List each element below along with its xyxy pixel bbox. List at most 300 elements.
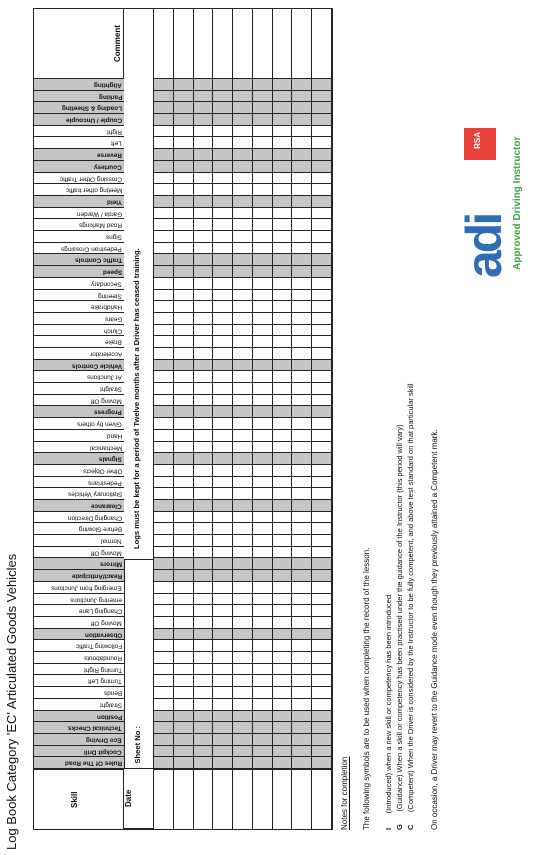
log-cell[interactable] (292, 746, 312, 758)
comment-cell[interactable] (292, 9, 312, 79)
log-cell[interactable] (312, 91, 332, 103)
log-cell[interactable] (194, 675, 214, 687)
log-cell[interactable] (233, 418, 253, 430)
log-cell[interactable] (253, 442, 273, 454)
log-cell[interactable] (292, 254, 312, 266)
log-cell[interactable] (253, 535, 273, 547)
log-cell[interactable] (213, 722, 233, 734)
log-cell[interactable] (273, 605, 293, 617)
log-cell[interactable] (174, 675, 194, 687)
log-cell[interactable] (233, 348, 253, 360)
log-cell[interactable] (292, 336, 312, 348)
log-cell[interactable] (213, 512, 233, 524)
log-cell[interactable] (233, 184, 253, 196)
log-cell[interactable] (213, 558, 233, 570)
log-cell[interactable] (194, 594, 214, 606)
log-cell[interactable] (292, 161, 312, 173)
log-cell[interactable] (213, 442, 233, 454)
log-cell[interactable] (194, 757, 214, 769)
log-cell[interactable] (213, 465, 233, 477)
log-cell[interactable] (292, 149, 312, 161)
log-cell[interactable] (174, 360, 194, 372)
comment-cell[interactable] (194, 9, 214, 79)
log-cell[interactable] (292, 629, 312, 641)
log-cell[interactable] (174, 126, 194, 138)
log-cell[interactable] (273, 196, 293, 208)
log-cell[interactable] (292, 605, 312, 617)
log-cell[interactable] (312, 699, 332, 711)
log-cell[interactable] (213, 687, 233, 699)
log-cell[interactable] (233, 488, 253, 500)
log-cell[interactable] (292, 266, 312, 278)
log-cell[interactable] (312, 336, 332, 348)
log-cell[interactable] (213, 219, 233, 231)
log-cell[interactable] (213, 208, 233, 220)
log-cell[interactable] (174, 430, 194, 442)
log-cell[interactable] (233, 570, 253, 582)
log-cell[interactable] (213, 406, 233, 418)
log-cell[interactable] (194, 313, 214, 325)
log-cell[interactable] (174, 722, 194, 734)
date-cell[interactable] (312, 769, 332, 829)
log-cell[interactable] (154, 231, 174, 243)
log-cell[interactable] (312, 640, 332, 652)
log-cell[interactable] (292, 722, 312, 734)
log-cell[interactable] (174, 687, 194, 699)
log-cell[interactable] (292, 558, 312, 570)
log-cell[interactable] (194, 161, 214, 173)
log-cell[interactable] (292, 290, 312, 302)
log-cell[interactable] (312, 652, 332, 664)
log-cell[interactable] (233, 336, 253, 348)
log-cell[interactable] (194, 231, 214, 243)
log-cell[interactable] (253, 664, 273, 676)
log-cell[interactable] (273, 430, 293, 442)
log-cell[interactable] (292, 91, 312, 103)
log-cell[interactable] (154, 137, 174, 149)
date-cell[interactable] (292, 769, 312, 829)
log-cell[interactable] (273, 746, 293, 758)
log-cell[interactable] (233, 453, 253, 465)
log-cell[interactable] (174, 605, 194, 617)
log-cell[interactable] (174, 184, 194, 196)
log-cell[interactable] (292, 512, 312, 524)
log-cell[interactable] (312, 500, 332, 512)
log-cell[interactable] (273, 453, 293, 465)
log-cell[interactable] (233, 746, 253, 758)
log-cell[interactable] (273, 254, 293, 266)
log-cell[interactable] (213, 488, 233, 500)
log-cell[interactable] (253, 290, 273, 302)
log-cell[interactable] (174, 91, 194, 103)
log-cell[interactable] (273, 313, 293, 325)
log-cell[interactable] (233, 313, 253, 325)
log-cell[interactable] (312, 184, 332, 196)
log-cell[interactable] (233, 254, 253, 266)
log-cell[interactable] (292, 301, 312, 313)
log-cell[interactable] (312, 173, 332, 185)
log-cell[interactable] (174, 558, 194, 570)
log-cell[interactable] (233, 278, 253, 290)
log-cell[interactable] (253, 465, 273, 477)
log-cell[interactable] (174, 757, 194, 769)
log-cell[interactable] (233, 465, 253, 477)
log-cell[interactable] (174, 161, 194, 173)
log-cell[interactable] (312, 453, 332, 465)
log-cell[interactable] (273, 570, 293, 582)
log-cell[interactable] (194, 348, 214, 360)
log-cell[interactable] (154, 243, 174, 255)
log-cell[interactable] (312, 325, 332, 337)
log-cell[interactable] (154, 664, 174, 676)
log-cell[interactable] (292, 523, 312, 535)
log-cell[interactable] (273, 231, 293, 243)
log-cell[interactable] (213, 149, 233, 161)
log-cell[interactable] (194, 465, 214, 477)
log-cell[interactable] (213, 102, 233, 114)
date-cell[interactable] (174, 769, 194, 829)
log-cell[interactable] (233, 208, 253, 220)
log-cell[interactable] (194, 266, 214, 278)
log-cell[interactable] (213, 418, 233, 430)
log-cell[interactable] (213, 675, 233, 687)
log-cell[interactable] (273, 184, 293, 196)
log-cell[interactable] (213, 500, 233, 512)
log-cell[interactable] (233, 383, 253, 395)
log-cell[interactable] (273, 664, 293, 676)
log-cell[interactable] (253, 184, 273, 196)
log-cell[interactable] (233, 102, 253, 114)
log-cell[interactable] (174, 254, 194, 266)
log-cell[interactable] (194, 360, 214, 372)
log-cell[interactable] (292, 371, 312, 383)
log-cell[interactable] (273, 208, 293, 220)
log-cell[interactable] (233, 360, 253, 372)
log-cell[interactable] (213, 301, 233, 313)
comment-cell[interactable] (233, 9, 253, 79)
log-cell[interactable] (174, 582, 194, 594)
log-cell[interactable] (174, 535, 194, 547)
log-cell[interactable] (233, 137, 253, 149)
log-cell[interactable] (213, 360, 233, 372)
log-cell[interactable] (154, 184, 174, 196)
log-cell[interactable] (253, 278, 273, 290)
log-cell[interactable] (194, 687, 214, 699)
log-cell[interactable] (253, 126, 273, 138)
log-cell[interactable] (174, 137, 194, 149)
log-cell[interactable] (273, 360, 293, 372)
log-cell[interactable] (154, 418, 174, 430)
log-cell[interactable] (213, 570, 233, 582)
log-cell[interactable] (312, 301, 332, 313)
log-cell[interactable] (292, 102, 312, 114)
log-cell[interactable] (213, 664, 233, 676)
log-cell[interactable] (273, 442, 293, 454)
log-cell[interactable] (273, 219, 293, 231)
log-cell[interactable] (312, 582, 332, 594)
log-cell[interactable] (312, 102, 332, 114)
log-cell[interactable] (154, 430, 174, 442)
log-cell[interactable] (292, 488, 312, 500)
log-cell[interactable] (154, 675, 174, 687)
log-cell[interactable] (194, 219, 214, 231)
log-cell[interactable] (273, 477, 293, 489)
log-cell[interactable] (292, 325, 312, 337)
log-cell[interactable] (312, 675, 332, 687)
log-cell[interactable] (213, 231, 233, 243)
log-cell[interactable] (312, 629, 332, 641)
log-cell[interactable] (154, 558, 174, 570)
log-cell[interactable] (273, 290, 293, 302)
log-cell[interactable] (292, 360, 312, 372)
log-cell[interactable] (174, 173, 194, 185)
log-cell[interactable] (233, 734, 253, 746)
log-cell[interactable] (312, 196, 332, 208)
log-cell[interactable] (194, 711, 214, 723)
log-cell[interactable] (154, 699, 174, 711)
log-cell[interactable] (213, 254, 233, 266)
log-cell[interactable] (253, 547, 273, 559)
log-cell[interactable] (253, 137, 273, 149)
log-cell[interactable] (154, 711, 174, 723)
log-cell[interactable] (273, 149, 293, 161)
log-cell[interactable] (213, 629, 233, 641)
log-cell[interactable] (253, 488, 273, 500)
log-cell[interactable] (154, 605, 174, 617)
log-cell[interactable] (154, 371, 174, 383)
log-cell[interactable] (253, 594, 273, 606)
log-cell[interactable] (213, 184, 233, 196)
log-cell[interactable] (213, 79, 233, 91)
comment-cell[interactable] (174, 9, 194, 79)
log-cell[interactable] (213, 290, 233, 302)
log-cell[interactable] (312, 488, 332, 500)
log-cell[interactable] (312, 594, 332, 606)
log-cell[interactable] (292, 184, 312, 196)
comment-cell[interactable] (312, 9, 332, 79)
log-cell[interactable] (253, 406, 273, 418)
log-cell[interactable] (292, 243, 312, 255)
log-cell[interactable] (154, 465, 174, 477)
log-cell[interactable] (194, 453, 214, 465)
log-cell[interactable] (253, 336, 273, 348)
log-cell[interactable] (233, 711, 253, 723)
log-cell[interactable] (253, 617, 273, 629)
log-cell[interactable] (174, 278, 194, 290)
log-cell[interactable] (233, 535, 253, 547)
log-cell[interactable] (273, 102, 293, 114)
log-cell[interactable] (273, 137, 293, 149)
log-cell[interactable] (233, 243, 253, 255)
log-cell[interactable] (213, 734, 233, 746)
log-cell[interactable] (312, 570, 332, 582)
log-cell[interactable] (233, 512, 253, 524)
log-cell[interactable] (292, 453, 312, 465)
log-cell[interactable] (312, 219, 332, 231)
log-cell[interactable] (213, 699, 233, 711)
log-cell[interactable] (273, 523, 293, 535)
log-cell[interactable] (273, 79, 293, 91)
log-cell[interactable] (174, 336, 194, 348)
log-cell[interactable] (194, 500, 214, 512)
log-cell[interactable] (233, 173, 253, 185)
log-cell[interactable] (312, 617, 332, 629)
log-cell[interactable] (292, 500, 312, 512)
log-cell[interactable] (233, 594, 253, 606)
log-cell[interactable] (174, 290, 194, 302)
log-cell[interactable] (273, 594, 293, 606)
log-cell[interactable] (194, 184, 214, 196)
log-cell[interactable] (213, 523, 233, 535)
log-cell[interactable] (174, 301, 194, 313)
log-cell[interactable] (312, 746, 332, 758)
comment-cell[interactable] (154, 9, 174, 79)
log-cell[interactable] (174, 594, 194, 606)
log-cell[interactable] (213, 126, 233, 138)
log-cell[interactable] (233, 430, 253, 442)
log-cell[interactable] (194, 79, 214, 91)
log-cell[interactable] (253, 523, 273, 535)
log-cell[interactable] (292, 652, 312, 664)
log-cell[interactable] (253, 711, 273, 723)
log-cell[interactable] (273, 757, 293, 769)
log-cell[interactable] (273, 395, 293, 407)
log-cell[interactable] (194, 383, 214, 395)
log-cell[interactable] (154, 149, 174, 161)
log-cell[interactable] (253, 687, 273, 699)
log-cell[interactable] (174, 699, 194, 711)
log-cell[interactable] (194, 371, 214, 383)
log-cell[interactable] (312, 360, 332, 372)
log-cell[interactable] (154, 547, 174, 559)
log-cell[interactable] (154, 535, 174, 547)
log-cell[interactable] (154, 91, 174, 103)
log-cell[interactable] (194, 746, 214, 758)
log-cell[interactable] (292, 547, 312, 559)
log-cell[interactable] (233, 219, 253, 231)
log-cell[interactable] (213, 395, 233, 407)
log-cell[interactable] (273, 722, 293, 734)
log-cell[interactable] (253, 161, 273, 173)
log-cell[interactable] (233, 640, 253, 652)
log-cell[interactable] (273, 558, 293, 570)
log-cell[interactable] (233, 699, 253, 711)
log-cell[interactable] (292, 570, 312, 582)
log-cell[interactable] (174, 746, 194, 758)
log-cell[interactable] (154, 652, 174, 664)
log-cell[interactable] (174, 243, 194, 255)
log-cell[interactable] (213, 278, 233, 290)
log-cell[interactable] (273, 243, 293, 255)
log-cell[interactable] (154, 594, 174, 606)
log-cell[interactable] (312, 512, 332, 524)
log-cell[interactable] (273, 652, 293, 664)
log-cell[interactable] (253, 254, 273, 266)
log-cell[interactable] (312, 418, 332, 430)
log-cell[interactable] (174, 149, 194, 161)
log-cell[interactable] (233, 126, 253, 138)
log-cell[interactable] (213, 711, 233, 723)
log-cell[interactable] (273, 173, 293, 185)
log-cell[interactable] (174, 664, 194, 676)
log-cell[interactable] (312, 137, 332, 149)
log-cell[interactable] (194, 173, 214, 185)
log-cell[interactable] (174, 325, 194, 337)
log-cell[interactable] (154, 161, 174, 173)
log-cell[interactable] (312, 687, 332, 699)
log-cell[interactable] (213, 313, 233, 325)
log-cell[interactable] (194, 652, 214, 664)
log-cell[interactable] (233, 629, 253, 641)
log-cell[interactable] (154, 348, 174, 360)
log-cell[interactable] (233, 290, 253, 302)
log-cell[interactable] (154, 582, 174, 594)
log-cell[interactable] (174, 640, 194, 652)
log-cell[interactable] (253, 208, 273, 220)
log-cell[interactable] (292, 313, 312, 325)
log-cell[interactable] (292, 406, 312, 418)
log-cell[interactable] (312, 757, 332, 769)
log-cell[interactable] (292, 219, 312, 231)
log-cell[interactable] (194, 523, 214, 535)
log-cell[interactable] (292, 675, 312, 687)
log-cell[interactable] (213, 114, 233, 126)
log-cell[interactable] (233, 114, 253, 126)
log-cell[interactable] (174, 488, 194, 500)
log-cell[interactable] (233, 371, 253, 383)
log-cell[interactable] (253, 313, 273, 325)
log-cell[interactable] (292, 640, 312, 652)
log-cell[interactable] (233, 477, 253, 489)
log-cell[interactable] (292, 687, 312, 699)
log-cell[interactable] (253, 746, 273, 758)
log-cell[interactable] (194, 582, 214, 594)
log-cell[interactable] (174, 406, 194, 418)
log-cell[interactable] (213, 336, 233, 348)
log-cell[interactable] (154, 126, 174, 138)
log-cell[interactable] (154, 477, 174, 489)
log-cell[interactable] (273, 582, 293, 594)
log-cell[interactable] (174, 102, 194, 114)
log-cell[interactable] (213, 348, 233, 360)
log-cell[interactable] (154, 266, 174, 278)
log-cell[interactable] (312, 722, 332, 734)
log-cell[interactable] (174, 652, 194, 664)
log-cell[interactable] (253, 430, 273, 442)
log-cell[interactable] (213, 535, 233, 547)
log-cell[interactable] (312, 266, 332, 278)
log-cell[interactable] (292, 711, 312, 723)
log-cell[interactable] (312, 383, 332, 395)
log-cell[interactable] (253, 722, 273, 734)
log-cell[interactable] (233, 757, 253, 769)
log-cell[interactable] (174, 523, 194, 535)
log-cell[interactable] (213, 746, 233, 758)
log-cell[interactable] (233, 91, 253, 103)
log-cell[interactable] (174, 208, 194, 220)
log-cell[interactable] (154, 254, 174, 266)
log-cell[interactable] (253, 605, 273, 617)
log-cell[interactable] (213, 266, 233, 278)
log-cell[interactable] (253, 91, 273, 103)
log-cell[interactable] (213, 173, 233, 185)
log-cell[interactable] (312, 711, 332, 723)
log-cell[interactable] (194, 196, 214, 208)
log-cell[interactable] (174, 79, 194, 91)
log-cell[interactable] (253, 371, 273, 383)
log-cell[interactable] (213, 652, 233, 664)
log-cell[interactable] (312, 523, 332, 535)
